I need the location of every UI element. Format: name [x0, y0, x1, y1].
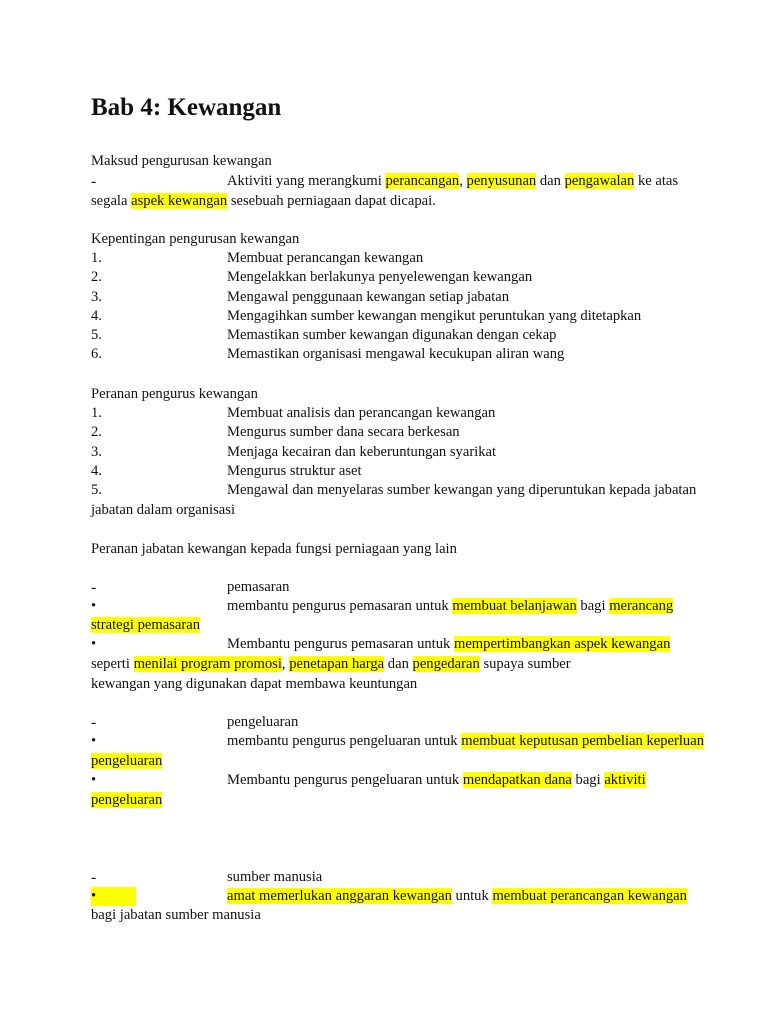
bullet-item-cont — [91, 655, 571, 674]
bullet-text — [227, 597, 673, 616]
list-text: Memastikan organisasi mengawal kecukupan aliran wang — [227, 346, 565, 362]
list-text: Mengurus struktur aset — [227, 463, 362, 479]
section-heading-maksud: Maksud pengurusan kewangan — [91, 153, 272, 169]
text-run: bagi — [571, 772, 605, 788]
list-number: 5. — [91, 482, 102, 498]
section-heading-peranan: Peranan pengurus kewangan — [91, 386, 258, 402]
text-run: dan — [384, 656, 413, 672]
text-run: Aktiviti yang merangkumi — [227, 173, 386, 189]
highlight-text: strategi pemasaran — [91, 617, 200, 633]
highlight-text: membuat perancangan kewangan — [492, 888, 687, 904]
list-text: Mengelakkan berlakunya penyelewengan kewangan — [227, 269, 533, 285]
list-item — [91, 481, 697, 500]
list-number: 3. — [91, 289, 102, 305]
highlight-text: perancangan — [385, 173, 460, 189]
bullet-item-cont — [91, 791, 162, 810]
bullet-item-cont — [91, 616, 200, 635]
list-number: 5. — [91, 327, 102, 343]
subheading-pengeluaran — [91, 713, 299, 733]
definition-line — [91, 172, 679, 192]
list-number: 1. — [91, 405, 102, 421]
list-item — [91, 462, 362, 481]
text-run: dan — [536, 173, 565, 189]
list-number: 1. — [91, 250, 102, 266]
list-item — [91, 268, 533, 287]
highlight-text: menilai program promosi — [133, 656, 282, 672]
subheading-label: pemasaran — [227, 579, 290, 595]
highlight-bullet — [91, 887, 136, 906]
bullet-item — [91, 635, 671, 654]
highlight-text: penetapan harga — [289, 656, 385, 672]
list-text: Mengagihkan sumber kewangan mengikut peruntukan yang ditetapkan — [227, 308, 642, 324]
list-item — [91, 307, 642, 326]
list-item — [91, 404, 496, 423]
dash-bullet: - — [91, 173, 97, 190]
bullet-text — [227, 732, 704, 751]
bullet-item — [91, 887, 687, 906]
dash-bullet: - — [91, 579, 97, 596]
subheading-sumber-manusia — [91, 868, 323, 888]
bullet-item — [91, 771, 646, 790]
bullet-text — [227, 635, 670, 654]
highlight-text: penyusunan — [466, 173, 537, 189]
text-run: supaya sumber — [479, 656, 571, 672]
bullet-item-cont — [91, 752, 162, 771]
text-run: bagi — [576, 598, 610, 614]
highlight-text: aktiviti — [604, 772, 646, 788]
list-number: 2. — [91, 424, 102, 440]
text-run: segala — [91, 193, 132, 209]
subheading-pemasaran — [91, 578, 290, 598]
bullet-item-cont: bagi jabatan sumber manusia — [91, 907, 261, 923]
dash-bullet: - — [91, 714, 97, 731]
section-heading-fungsi: Peranan jabatan kewangan kepada fungsi perniagaan yang lain — [91, 541, 457, 557]
text-run: ke atas — [634, 173, 679, 189]
bullet-text — [227, 771, 646, 790]
list-text: Membuat analisis dan perancangan kewangan — [227, 405, 496, 421]
highlight-text: merancang — [609, 598, 674, 614]
highlight-text: mempertimbangkan aspek kewangan — [453, 636, 671, 652]
list-number: 2. — [91, 269, 102, 285]
list-item — [91, 326, 557, 345]
text-run: untuk — [451, 888, 493, 904]
list-text: Membuat perancangan kewangan — [227, 250, 424, 266]
list-text: Memastikan sumber kewangan digunakan dengan cekap — [227, 327, 557, 343]
list-text: Mengurus sumber dana secara berkesan — [227, 424, 460, 440]
text-run: , — [281, 656, 290, 672]
list-item — [91, 288, 510, 307]
text-run: Membantu pengurus pemasaran untuk — [227, 636, 454, 652]
text-run: membantu pengurus pengeluaran untuk — [227, 733, 462, 749]
text-run: Membantu pengurus pengeluaran untuk — [227, 772, 463, 788]
dash-bullet: - — [91, 869, 97, 886]
bullet-dot: • — [91, 733, 97, 749]
list-text: Mengawal dan menyelaras sumber kewangan yang diperuntukan kepada jabatan — [227, 482, 697, 498]
text-run: seperti — [91, 656, 134, 672]
subheading-label: pengeluaran — [227, 714, 299, 730]
document-title: Bab 4: Kewangan — [91, 94, 282, 121]
bullet-item-cont: kewangan yang digunakan dapat membawa keuntungan — [91, 676, 418, 692]
list-number: 6. — [91, 346, 102, 362]
list-item-cont: jabatan dalam organisasi — [91, 502, 235, 518]
highlight-text: amat memerlukan anggaran kewangan — [227, 888, 452, 904]
highlight-text: mendapatkan dana — [462, 772, 572, 788]
text-run: sesebuah perniagaan dapat dicapai. — [227, 193, 436, 209]
highlight-text: pengeluaran — [91, 792, 163, 808]
highlight-text: pengedaran — [412, 656, 480, 672]
bullet-dot: • — [91, 772, 97, 788]
highlight-text: membuat belanjawan — [452, 598, 577, 614]
bullet-text — [227, 887, 687, 906]
text-run: membantu pengurus pemasaran untuk — [227, 598, 453, 614]
bullet-item — [91, 597, 674, 616]
list-item — [91, 249, 424, 268]
highlight-text: aspek kewangan — [131, 193, 228, 209]
definition-text — [227, 172, 678, 191]
list-text: Menjaga kecairan dan keberuntungan syarikat — [227, 444, 497, 460]
list-number: 3. — [91, 444, 102, 460]
text-run: , — [459, 173, 467, 189]
bullet-dot: • — [91, 598, 97, 614]
highlight-text: pengawalan — [564, 173, 635, 189]
list-text: Mengawal penggunaan kewangan setiap jabatan — [227, 289, 510, 305]
list-item — [91, 443, 497, 462]
highlight-text: pengeluaran — [91, 753, 163, 769]
subheading-label: sumber manusia — [227, 869, 323, 885]
list-item — [91, 423, 460, 442]
bullet-dot: • — [91, 636, 97, 652]
bullet-item — [91, 732, 704, 751]
definition-line-cont — [91, 192, 436, 211]
section-heading-kepentingan: Kepentingan pengurusan kewangan — [91, 231, 300, 247]
highlight-text: membuat keputusan pembelian keperluan — [461, 733, 704, 749]
list-number: 4. — [91, 463, 102, 479]
bullet-dot: • — [91, 888, 97, 904]
list-number: 4. — [91, 308, 102, 324]
list-item — [91, 345, 565, 364]
